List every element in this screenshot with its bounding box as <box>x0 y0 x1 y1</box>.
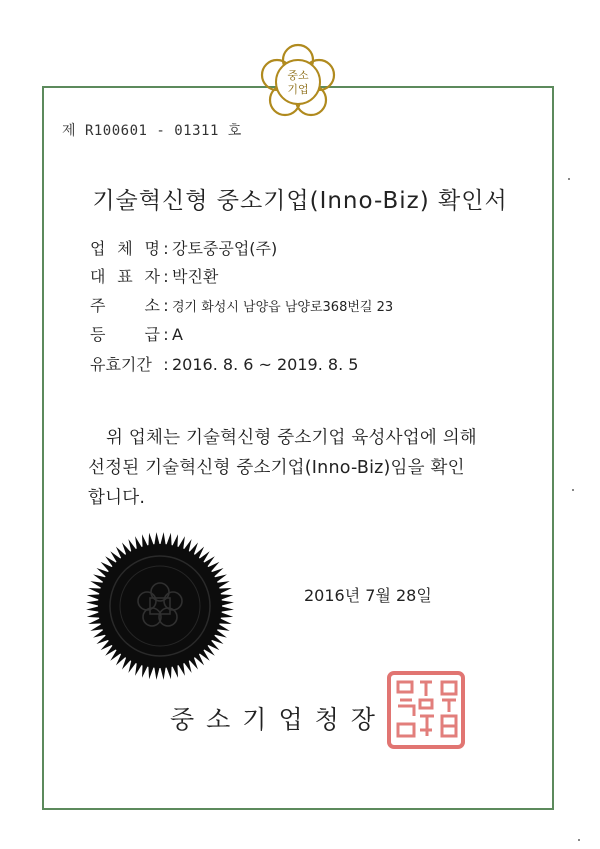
body-line-3: 합니다. <box>88 488 146 508</box>
field-validity-period: 유효기간 : 2016. 8. 6 ~ 2019. 8. 5 <box>90 352 358 375</box>
scan-speck <box>568 178 570 180</box>
field-representative: 대 표 자 : 박진환 <box>90 264 218 287</box>
field-value: 박진환 <box>172 267 219 286</box>
body-line-1: 위 업체는 기술혁신형 중소기업 육성사업에 의해 <box>106 428 477 448</box>
scan-speck <box>572 489 574 491</box>
plum-blossom-emblem-icon <box>256 40 340 124</box>
field-value: A <box>172 325 183 344</box>
black-embossed-government-seal-icon <box>84 530 236 682</box>
red-official-square-stamp-icon <box>386 670 466 750</box>
emblem-text-top: 중소 <box>287 69 309 82</box>
issuer-name: 중소기업청장 <box>170 705 387 734</box>
field-address: 주 소 : 경기 화성시 남양읍 남양로368번길 23 <box>90 293 393 316</box>
field-value: 경기 화성시 남양읍 남양로368번길 23 <box>172 300 394 315</box>
field-label: 업 체 명 <box>90 239 160 258</box>
field-label: 유효기간 <box>90 355 152 374</box>
field-value: 2016. 8. 6 ~ 2019. 8. 5 <box>172 355 359 374</box>
field-label: 대 표 자 <box>90 267 160 286</box>
field-value: 강토중공업(주) <box>172 239 278 258</box>
certificate-title: 기술혁신형 중소기업(Inno-Biz) 확인서 <box>92 188 508 214</box>
issue-date: 2016년 7월 28일 <box>304 586 432 605</box>
scan-speck <box>578 839 580 841</box>
emblem-text-bottom: 기업 <box>287 83 309 96</box>
body-line-2: 선정된 기술혁신형 중소기업(Inno-Biz)임을 확인 <box>88 458 465 478</box>
field-company-name: 업 체 명 : 강토중공업(주) <box>90 236 277 259</box>
serial-number: 제 R100601 - 01311 호 <box>62 123 242 139</box>
field-grade: 등 급 : A <box>90 322 183 345</box>
field-label: 등 급 <box>90 325 160 344</box>
field-label: 주 소 <box>90 296 160 315</box>
